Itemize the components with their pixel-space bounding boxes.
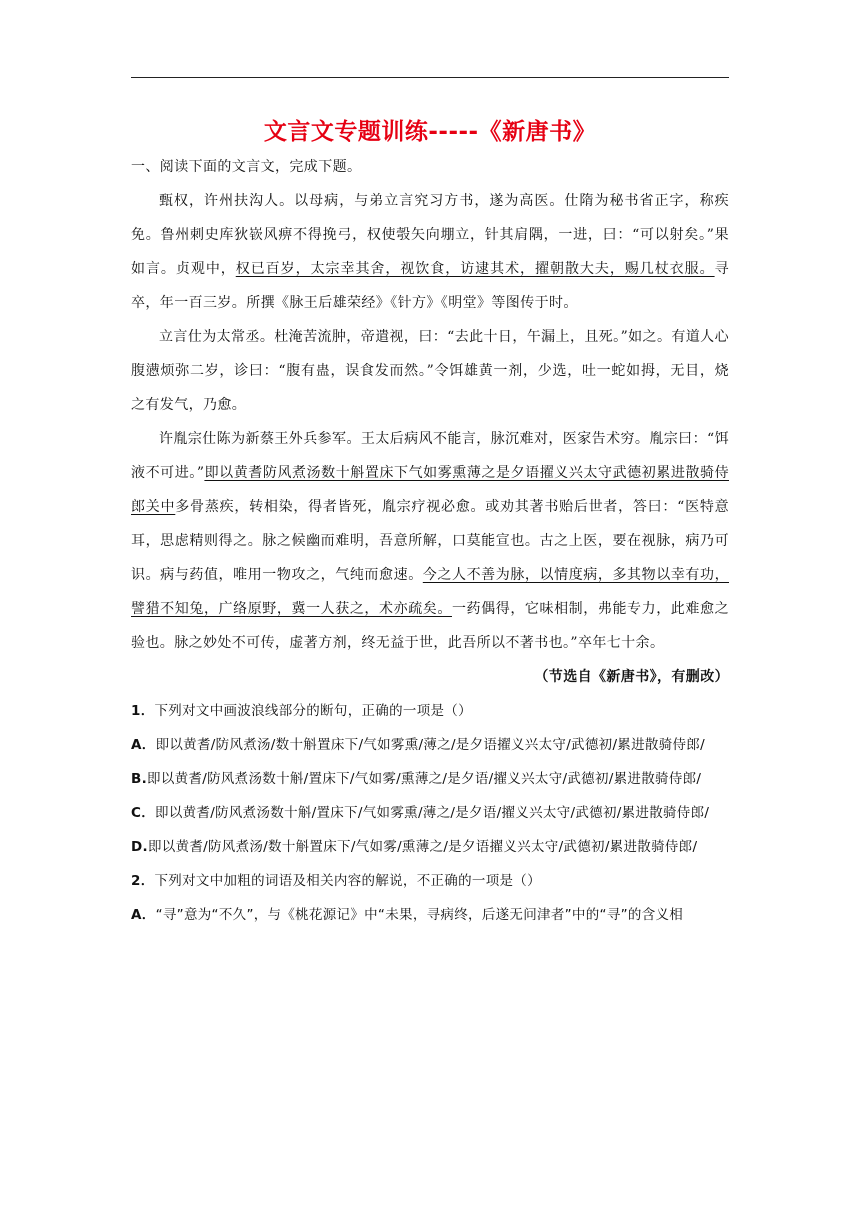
question-1-option-c bbox=[131, 796, 729, 830]
page-title: 文言文专题训练-----《新唐书》 bbox=[263, 119, 597, 145]
paragraph-3-underlined: 今之人不善为脉，以情度病，多其物以幸有功，譬猎不知兔，广络原野，冀一人获之，术亦疏矣。 bbox=[131, 567, 729, 617]
option-text: 即以黄耆/防风煮汤/数十斛置床下/气如雾熏/薄之/是夕语擢义兴太守/武德初/累进散骑侍郎/ bbox=[155, 737, 705, 753]
paragraph-1-text-a: 甄权，许州扶沟人。以母病，与弟立言究习方书，遂为高医。仕隋为秘书省正字，称疾免。鲁州刺史库狄嵚风痹不得挽弓，权使彀矢向堋立，针其肩隅，一进，曰：“可以射矣。”果如言。贞观中， bbox=[131, 193, 729, 277]
option-letter: C． bbox=[131, 805, 156, 821]
question-1-text: 下列对文中画波浪线部分的断句，正确的一项是（） bbox=[154, 703, 472, 719]
passage-paragraph-2: 立言仕为太常丞。杜淹苦流肿，帝遣视，曰：“去此十日，午漏上，且死。”如之。有道人心腹懑烦弥二岁，诊曰：“腹有蛊，误食发而然。”令饵雄黄一剂，少选，吐一蛇如拇，无目，烧之有发气，乃愈。 bbox=[131, 329, 729, 413]
option-text: 即以黄耆/防风煮汤数十斛/置床下/气如雾熏/薄之/是夕语/擢义兴太守/武德初/累进散骑侍郎/ bbox=[155, 805, 710, 821]
source-citation: （节选自《新唐书》，有删改） bbox=[534, 669, 729, 685]
question-1-number: 1． bbox=[131, 703, 155, 719]
option-text: “寻”意为“不久”，与《桃花源记》中“未果，寻病终，后遂无问津者”中的“寻”的含义相 bbox=[155, 907, 684, 923]
question-2-text: 下列对文中加粗的词语及相关内容的解说，不正确的一项是（） bbox=[154, 873, 541, 889]
header-rule bbox=[131, 77, 729, 78]
question-2-number: 2． bbox=[131, 873, 155, 889]
option-text: 即以黄耆/防风煮汤/数十斛置床下/气如雾/熏薄之/是夕语擢义兴太守/武德初/累进散骑侍郎/ bbox=[147, 839, 698, 855]
section-heading: 一、阅读下面的文言文，完成下题。 bbox=[131, 159, 362, 175]
passage-paragraph-3 bbox=[131, 422, 729, 660]
paragraph-3-text-a: 许胤宗仕陈为新蔡王外兵参军。王太后病风不能言，脉沉难对，医家告术穷。胤宗曰：“饵液不可进。” bbox=[131, 431, 729, 481]
passage-paragraph-1 bbox=[131, 184, 729, 320]
document-body bbox=[131, 150, 729, 932]
paragraph-3-wavy-underlined: 即以黄耆防风煮汤数十斛置床下气如雾熏薄之是夕语擢义兴太守武德初累进散骑侍郎关中 bbox=[131, 465, 729, 515]
option-letter: A． bbox=[131, 737, 156, 753]
question-1-option-b bbox=[131, 762, 729, 796]
option-letter: D. bbox=[131, 839, 148, 855]
question-2 bbox=[131, 864, 729, 898]
option-letter: A． bbox=[131, 907, 156, 923]
question-2-option-a bbox=[131, 898, 729, 932]
question-1-option-d bbox=[131, 830, 729, 864]
paragraph-1-text-b: 寻卒，年一百三岁。所撰《脉王后雄荣经》《针方》《明堂》等图传于时。 bbox=[131, 261, 729, 311]
question-1 bbox=[131, 694, 729, 728]
option-letter: B. bbox=[131, 771, 148, 787]
paragraph-3-text-c: 一药偶得，它味相制，弗能专力，此难愈之验也。脉之妙处不可传，虚著方剂，终无益于世，此吾所以不著书也。”卒年七十余。 bbox=[131, 601, 729, 651]
option-text: 即以黄耆/防风煮汤数十斛/置床下/气如雾/熏薄之/是夕语/擢义兴太守/武德初/累进散骑侍郎/ bbox=[147, 771, 702, 787]
paragraph-1-underlined: 权已百岁，太宗幸其舍，视饮食，访逮其术，擢朝散大夫，赐几杖衣服。 bbox=[235, 261, 715, 277]
question-1-option-a bbox=[131, 728, 729, 762]
paragraph-3-text-b: 多骨蒸疾，转相染，得者皆死，胤宗疗视必愈。或劝其著书贻后世者，答曰：“医特意耳，思虑精则得之。脉之候幽而难明，吾意所解，口莫能宣也。古之上医，要在视脉，病乃可识。病与药值，唯用一物攻之，气纯而愈速。 bbox=[131, 499, 730, 583]
